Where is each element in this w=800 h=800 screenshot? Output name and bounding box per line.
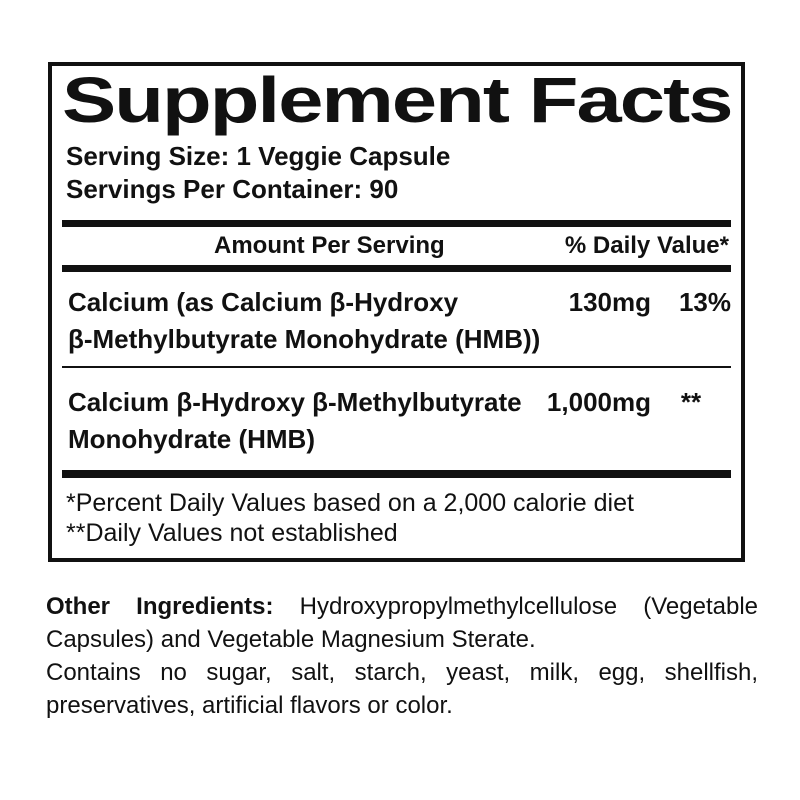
nutrient-name-line: Monohydrate (HMB)	[68, 424, 315, 454]
contains-statement-line-1: Contains no sugar, salt, starch, yeast, milk, egg, shellfish,	[46, 659, 758, 686]
other-ingredients-text: Hydroxypropylmethylcellulose (Vegetable	[299, 593, 758, 620]
supplement-facts-panel	[48, 62, 745, 562]
serving-size-line: Serving Size: 1 Veggie Capsule	[66, 141, 451, 171]
daily-value-header: % Daily Value*	[564, 232, 729, 259]
nutrient-name	[68, 384, 541, 458]
other-ingredients-line-2: Capsules) and Vegetable Magnesium Sterate.	[46, 626, 536, 653]
nutrient-name	[68, 284, 541, 358]
nutrient-amount: 130mg	[568, 287, 651, 317]
nutrient-name-line: Calcium (as Calcium β-Hydroxy	[68, 287, 459, 317]
other-ingredients-line-1	[46, 590, 758, 623]
footnote-percent-daily-value: *Percent Daily Values based on a 2,000 calorie diet	[66, 489, 634, 517]
nutrient-row-hmb	[62, 368, 731, 470]
amount-per-serving-header: Amount Per Serving	[214, 232, 445, 259]
panel-title: Supplement Facts	[62, 64, 732, 136]
other-ingredients-lead: Other Ingredients:	[46, 593, 274, 620]
separator-thick-under-header	[62, 265, 731, 272]
nutrient-row-calcium	[62, 272, 731, 366]
other-ingredients-section	[46, 590, 758, 722]
serving-info	[62, 140, 731, 206]
footnotes	[62, 478, 731, 558]
contains-statement-line-2: preservatives, artificial flavors or color.	[46, 692, 453, 719]
separator-thick-top	[62, 220, 731, 227]
nutrient-name-line: β-Methylbutyrate Monohydrate (HMB))	[68, 324, 541, 354]
nutrient-daily-value: 13%	[678, 287, 731, 317]
servings-per-container-line: Servings Per Container: 90	[66, 174, 399, 204]
nutrient-amount: 1,000mg	[546, 387, 651, 417]
nutrient-name-line: Calcium β-Hydroxy β-Methylbutyrate	[68, 387, 522, 417]
nutrient-daily-value: **	[680, 387, 702, 417]
separator-thick-bottom	[62, 470, 731, 478]
column-header-row	[62, 227, 731, 265]
footnote-not-established: **Daily Values not established	[66, 519, 398, 547]
